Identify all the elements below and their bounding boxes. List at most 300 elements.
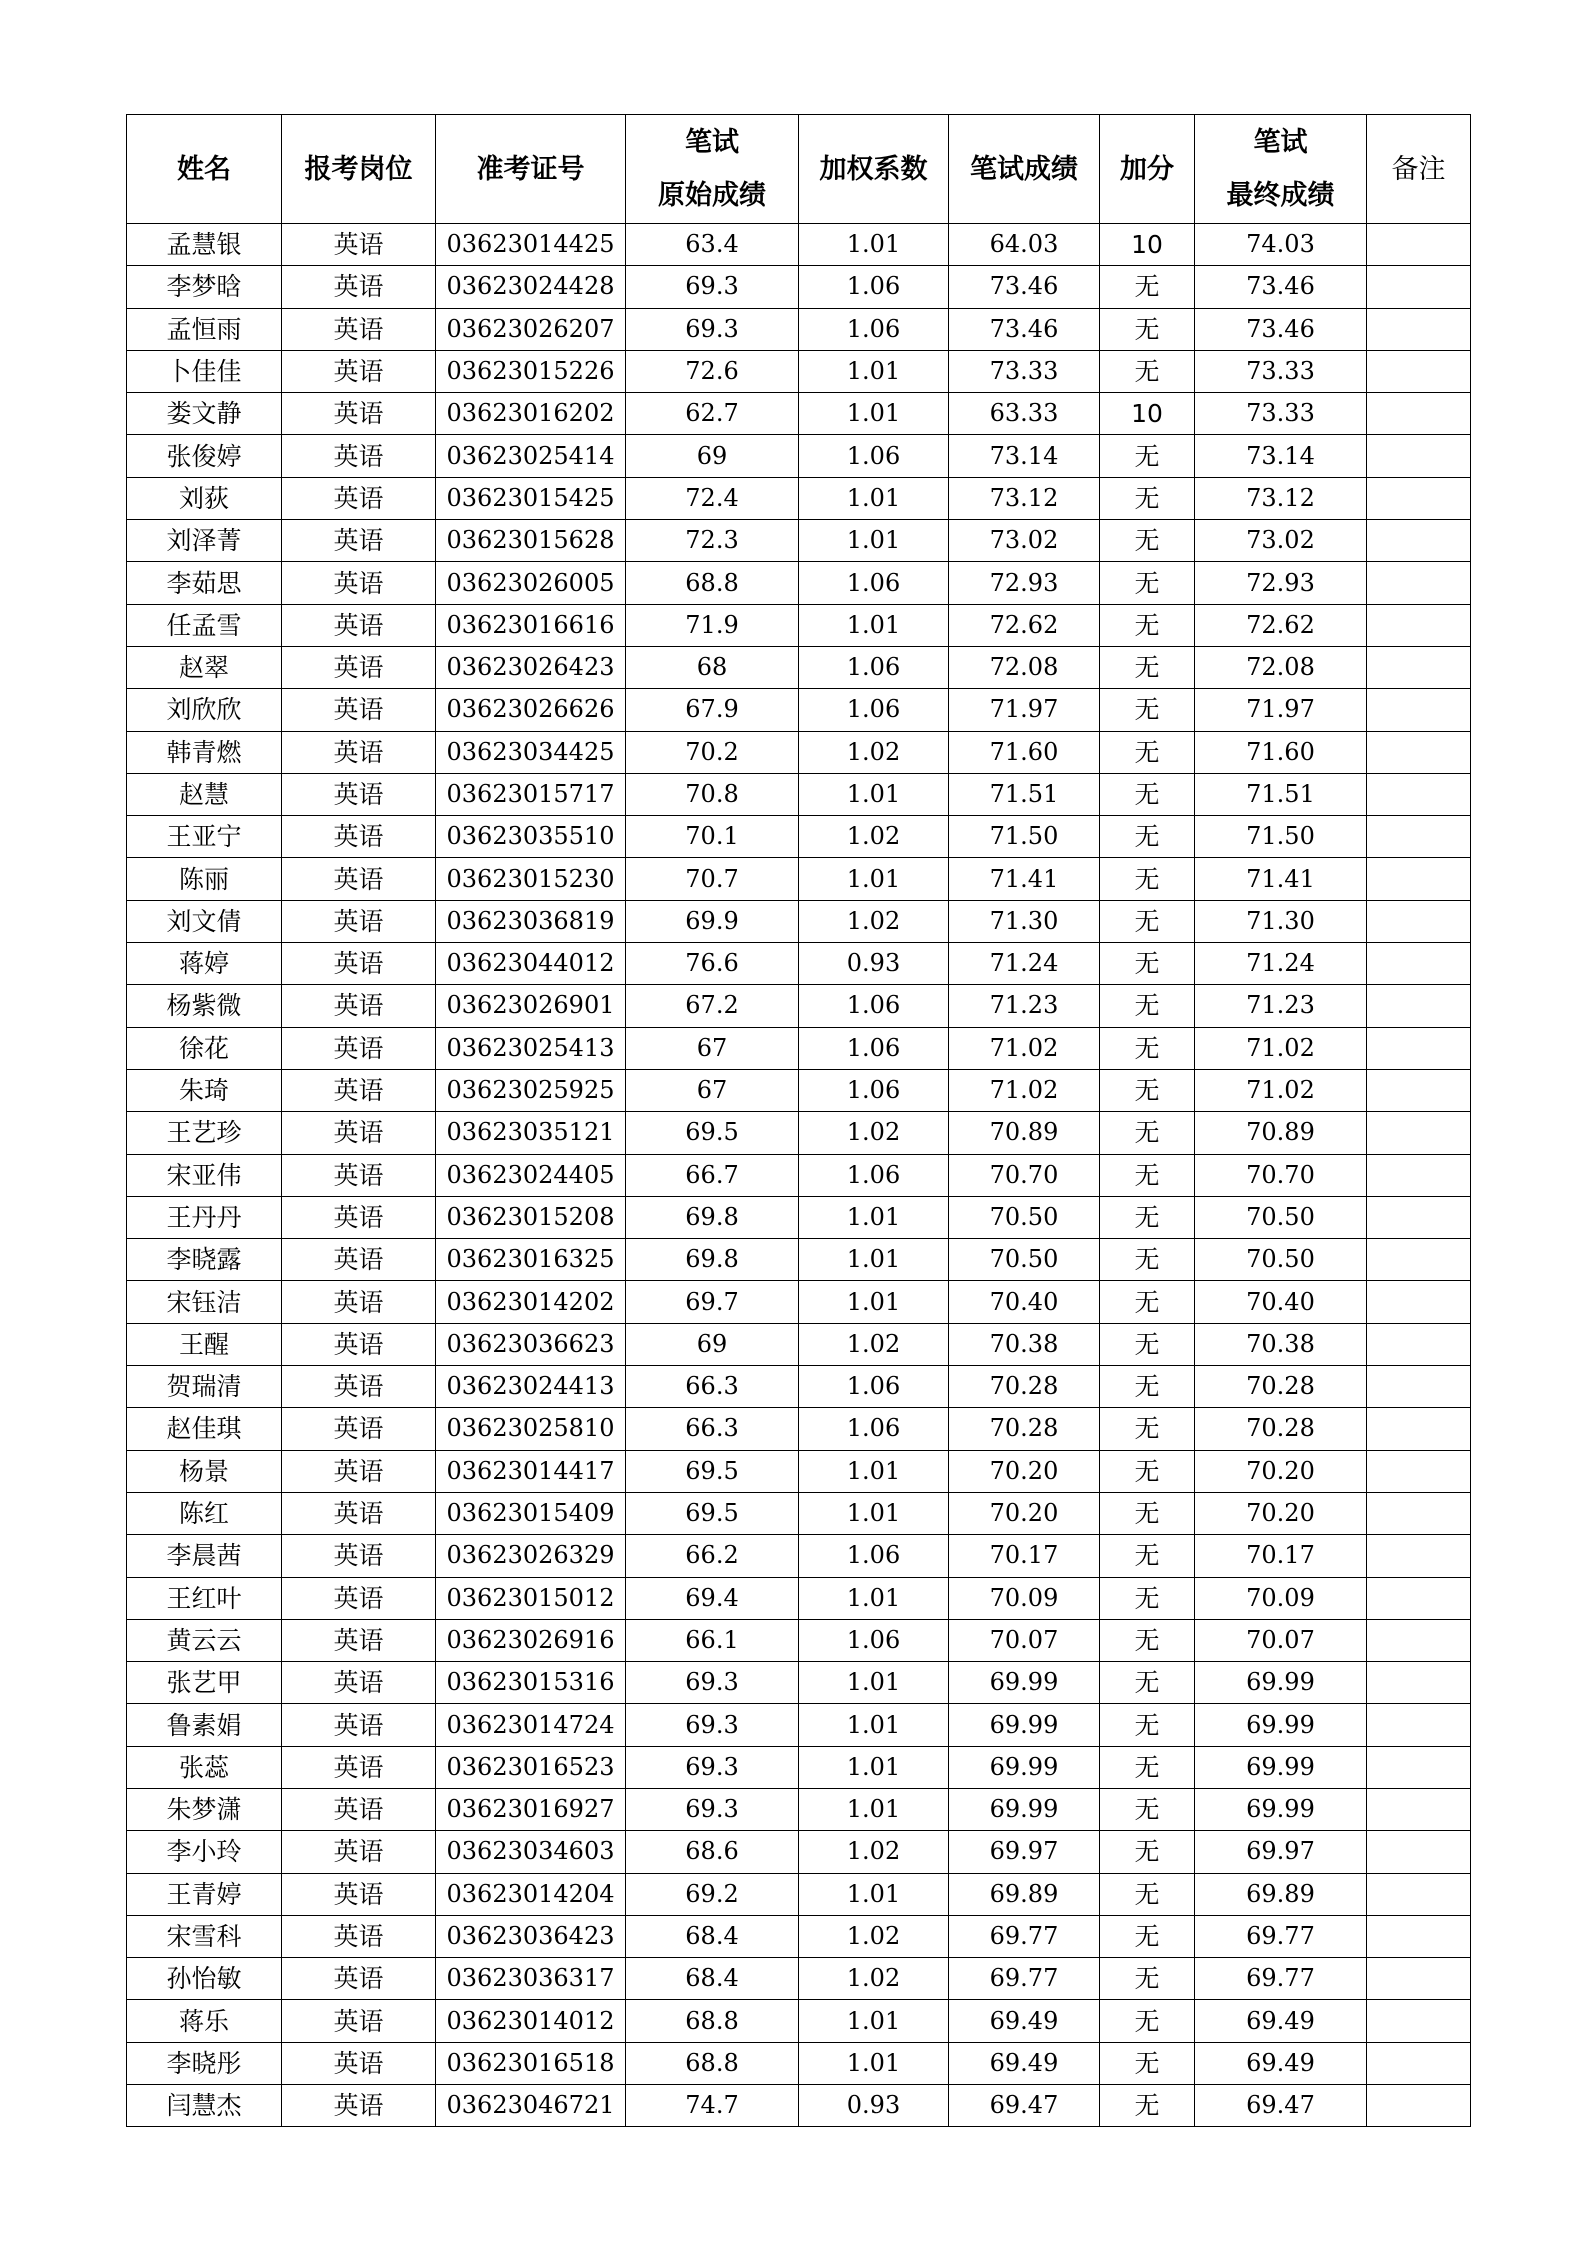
weight-coefficient-cell: 0.93 <box>799 2085 949 2127</box>
raw-score-cell: 69.3 <box>626 1662 799 1704</box>
weight-coefficient-cell: 1.06 <box>799 985 949 1027</box>
bonus-cell: 无 <box>1100 1577 1195 1619</box>
written-score-cell: 71.02 <box>949 1069 1100 1111</box>
exam-number-cell: 03623025414 <box>436 435 626 477</box>
header-name: 姓名 <box>127 115 282 224</box>
weight-coefficient-cell: 1.06 <box>799 562 949 604</box>
written-score-cell: 73.14 <box>949 435 1100 477</box>
weight-coefficient-cell: 1.06 <box>799 689 949 731</box>
header-written-score: 笔试成绩 <box>949 115 1100 224</box>
raw-score-cell: 66.7 <box>626 1154 799 1196</box>
final-score-cell: 72.62 <box>1195 604 1367 646</box>
bonus-cell: 无 <box>1100 1788 1195 1830</box>
weight-coefficient-cell: 1.06 <box>799 435 949 477</box>
header-remark: 备注 <box>1367 115 1471 224</box>
exam-number-cell: 03623016518 <box>436 2042 626 2084</box>
exam-number-cell: 03623035510 <box>436 816 626 858</box>
final-score-cell: 71.30 <box>1195 900 1367 942</box>
bonus-cell: 无 <box>1100 1915 1195 1957</box>
table-row <box>127 1281 1471 1323</box>
bonus-cell: 无 <box>1100 1027 1195 1069</box>
remark-cell <box>1367 1788 1471 1830</box>
post-cell: 英语 <box>282 689 436 731</box>
bonus-cell: 无 <box>1100 1408 1195 1450</box>
header-final-score-line2: 最终成绩 <box>1226 180 1335 211</box>
bonus-cell: 无 <box>1100 520 1195 562</box>
remark-cell <box>1367 1239 1471 1281</box>
post-cell: 英语 <box>282 1619 436 1661</box>
raw-score-cell: 66.1 <box>626 1619 799 1661</box>
final-score-cell: 69.99 <box>1195 1746 1367 1788</box>
name-cell: 刘文倩 <box>127 900 282 942</box>
post-cell: 英语 <box>282 435 436 477</box>
weight-coefficient-cell: 1.02 <box>799 1112 949 1154</box>
header-bonus: 加分 <box>1100 115 1195 224</box>
post-cell: 英语 <box>282 520 436 562</box>
final-score-cell: 73.02 <box>1195 520 1367 562</box>
bonus-cell: 无 <box>1100 1112 1195 1154</box>
table-row <box>127 1746 1471 1788</box>
post-cell: 英语 <box>282 1873 436 1915</box>
table-row <box>127 1535 1471 1577</box>
final-score-cell: 71.23 <box>1195 985 1367 1027</box>
raw-score-cell: 72.4 <box>626 477 799 519</box>
table-row <box>127 224 1471 266</box>
remark-cell <box>1367 1746 1471 1788</box>
raw-score-cell: 68.4 <box>626 1958 799 2000</box>
exam-number-cell: 03623015230 <box>436 858 626 900</box>
post-cell: 英语 <box>282 224 436 266</box>
post-cell: 英语 <box>282 1958 436 2000</box>
exam-number-cell: 03623026901 <box>436 985 626 1027</box>
written-score-cell: 72.93 <box>949 562 1100 604</box>
exam-number-cell: 03623046721 <box>436 2085 626 2127</box>
name-cell: 孟恒雨 <box>127 308 282 350</box>
remark-cell <box>1367 2085 1471 2127</box>
name-cell: 闫慧杰 <box>127 2085 282 2127</box>
written-score-cell: 70.28 <box>949 1408 1100 1450</box>
final-score-cell: 74.03 <box>1195 224 1367 266</box>
weight-coefficient-cell: 1.01 <box>799 1873 949 1915</box>
exam-number-cell: 03623026916 <box>436 1619 626 1661</box>
weight-coefficient-cell: 1.01 <box>799 350 949 392</box>
remark-cell <box>1367 350 1471 392</box>
post-cell: 英语 <box>282 773 436 815</box>
raw-score-cell: 67.2 <box>626 985 799 1027</box>
remark-cell <box>1367 562 1471 604</box>
post-cell: 英语 <box>282 1788 436 1830</box>
weight-coefficient-cell: 1.02 <box>799 1831 949 1873</box>
post-cell: 英语 <box>282 2085 436 2127</box>
raw-score-cell: 69.4 <box>626 1577 799 1619</box>
written-score-cell: 70.50 <box>949 1196 1100 1238</box>
raw-score-cell: 70.1 <box>626 816 799 858</box>
exam-number-cell: 03623015316 <box>436 1662 626 1704</box>
name-cell: 宋亚伟 <box>127 1154 282 1196</box>
final-score-cell: 69.89 <box>1195 1873 1367 1915</box>
weight-coefficient-cell: 1.06 <box>799 1366 949 1408</box>
written-score-cell: 69.99 <box>949 1704 1100 1746</box>
written-score-cell: 69.47 <box>949 2085 1100 2127</box>
post-cell: 英语 <box>282 2042 436 2084</box>
exam-number-cell: 03623026626 <box>436 689 626 731</box>
post-cell: 英语 <box>282 1323 436 1365</box>
name-cell: 刘泽菁 <box>127 520 282 562</box>
post-cell: 英语 <box>282 1577 436 1619</box>
post-cell: 英语 <box>282 731 436 773</box>
bonus-cell: 无 <box>1100 2085 1195 2127</box>
bonus-cell: 10 <box>1100 393 1195 435</box>
table-row <box>127 1619 1471 1661</box>
bonus-cell: 无 <box>1100 689 1195 731</box>
weight-coefficient-cell: 1.06 <box>799 1027 949 1069</box>
final-score-cell: 69.49 <box>1195 2000 1367 2042</box>
written-score-cell: 70.70 <box>949 1154 1100 1196</box>
name-cell: 朱琦 <box>127 1069 282 1111</box>
weight-coefficient-cell: 1.06 <box>799 308 949 350</box>
final-score-cell: 69.77 <box>1195 1958 1367 2000</box>
bonus-cell: 无 <box>1100 1619 1195 1661</box>
name-cell: 孟慧银 <box>127 224 282 266</box>
remark-cell <box>1367 1704 1471 1746</box>
bonus-cell: 无 <box>1100 1450 1195 1492</box>
table-row <box>127 308 1471 350</box>
name-cell: 李梦晗 <box>127 266 282 308</box>
name-cell: 王丹丹 <box>127 1196 282 1238</box>
remark-cell <box>1367 1366 1471 1408</box>
written-score-cell: 71.50 <box>949 816 1100 858</box>
post-cell: 英语 <box>282 1746 436 1788</box>
final-score-cell: 73.14 <box>1195 435 1367 477</box>
final-score-cell: 71.51 <box>1195 773 1367 815</box>
table-row <box>127 1366 1471 1408</box>
weight-coefficient-cell: 1.02 <box>799 731 949 773</box>
name-cell: 徐花 <box>127 1027 282 1069</box>
final-score-cell: 73.33 <box>1195 350 1367 392</box>
bonus-cell: 无 <box>1100 350 1195 392</box>
final-score-cell: 70.28 <box>1195 1366 1367 1408</box>
final-score-cell: 69.49 <box>1195 2042 1367 2084</box>
weight-coefficient-cell: 1.06 <box>799 646 949 688</box>
written-score-cell: 72.08 <box>949 646 1100 688</box>
table-row <box>127 520 1471 562</box>
written-score-cell: 70.07 <box>949 1619 1100 1661</box>
exam-number-cell: 03623044012 <box>436 943 626 985</box>
name-cell: 李晨茜 <box>127 1535 282 1577</box>
raw-score-cell: 68.8 <box>626 562 799 604</box>
table-row <box>127 1873 1471 1915</box>
weight-coefficient-cell: 1.01 <box>799 1788 949 1830</box>
remark-cell <box>1367 731 1471 773</box>
table-row <box>127 1915 1471 1957</box>
exam-number-cell: 03623014204 <box>436 1873 626 1915</box>
weight-coefficient-cell: 1.01 <box>799 477 949 519</box>
exam-number-cell: 03623025925 <box>436 1069 626 1111</box>
post-cell: 英语 <box>282 1366 436 1408</box>
weight-coefficient-cell: 1.02 <box>799 816 949 858</box>
name-cell: 刘欣欣 <box>127 689 282 731</box>
bonus-cell: 无 <box>1100 604 1195 646</box>
written-score-cell: 69.99 <box>949 1788 1100 1830</box>
post-cell: 英语 <box>282 1112 436 1154</box>
table-header <box>127 115 1471 224</box>
exam-number-cell: 03623015425 <box>436 477 626 519</box>
raw-score-cell: 68.4 <box>626 1915 799 1957</box>
table-row <box>127 1450 1471 1492</box>
exam-number-cell: 03623025413 <box>436 1027 626 1069</box>
final-score-cell: 70.89 <box>1195 1112 1367 1154</box>
table-row <box>127 1196 1471 1238</box>
post-cell: 英语 <box>282 1069 436 1111</box>
header-raw-score-line2: 原始成绩 <box>658 180 766 211</box>
header-final-score-line1: 笔试 <box>1253 127 1308 158</box>
final-score-cell: 71.41 <box>1195 858 1367 900</box>
header-raw-score-line1: 笔试 <box>685 127 739 158</box>
post-cell: 英语 <box>282 1915 436 1957</box>
weight-coefficient-cell: 1.02 <box>799 1323 949 1365</box>
table-row <box>127 943 1471 985</box>
raw-score-cell: 69.3 <box>626 266 799 308</box>
name-cell: 李小玲 <box>127 1831 282 1873</box>
post-cell: 英语 <box>282 1704 436 1746</box>
name-cell: 黄云云 <box>127 1619 282 1661</box>
name-cell: 张蕊 <box>127 1746 282 1788</box>
name-cell: 赵慧 <box>127 773 282 815</box>
remark-cell <box>1367 689 1471 731</box>
weight-coefficient-cell: 1.01 <box>799 393 949 435</box>
table-row <box>127 689 1471 731</box>
bonus-cell: 无 <box>1100 1281 1195 1323</box>
final-score-cell: 69.97 <box>1195 1831 1367 1873</box>
final-score-cell: 69.47 <box>1195 2085 1367 2127</box>
name-cell: 卜佳佳 <box>127 350 282 392</box>
name-cell: 李茹思 <box>127 562 282 604</box>
final-score-cell: 70.50 <box>1195 1239 1367 1281</box>
raw-score-cell: 66.3 <box>626 1366 799 1408</box>
bonus-cell: 无 <box>1100 943 1195 985</box>
remark-cell <box>1367 1915 1471 1957</box>
final-score-cell: 71.02 <box>1195 1069 1367 1111</box>
post-cell: 英语 <box>282 985 436 1027</box>
weight-coefficient-cell: 1.01 <box>799 1239 949 1281</box>
header-final-score <box>1195 115 1367 224</box>
weight-coefficient-cell: 1.02 <box>799 900 949 942</box>
remark-cell <box>1367 224 1471 266</box>
raw-score-cell: 76.6 <box>626 943 799 985</box>
bonus-cell: 无 <box>1100 1196 1195 1238</box>
raw-score-cell: 74.7 <box>626 2085 799 2127</box>
table-row <box>127 1492 1471 1534</box>
table-body <box>127 224 1471 2127</box>
exam-number-cell: 03623016523 <box>436 1746 626 1788</box>
name-cell: 张艺甲 <box>127 1662 282 1704</box>
exam-number-cell: 03623026423 <box>436 646 626 688</box>
final-score-cell: 69.99 <box>1195 1662 1367 1704</box>
remark-cell <box>1367 816 1471 858</box>
written-score-cell: 71.60 <box>949 731 1100 773</box>
raw-score-cell: 72.3 <box>626 520 799 562</box>
raw-score-cell: 72.6 <box>626 350 799 392</box>
written-score-cell: 71.24 <box>949 943 1100 985</box>
bonus-cell: 无 <box>1100 1746 1195 1788</box>
written-score-cell: 70.89 <box>949 1112 1100 1154</box>
table-row <box>127 1323 1471 1365</box>
table-row <box>127 858 1471 900</box>
bonus-cell: 无 <box>1100 900 1195 942</box>
raw-score-cell: 70.8 <box>626 773 799 815</box>
raw-score-cell: 71.9 <box>626 604 799 646</box>
name-cell: 杨紫微 <box>127 985 282 1027</box>
written-score-cell: 71.23 <box>949 985 1100 1027</box>
remark-cell <box>1367 308 1471 350</box>
bonus-cell: 无 <box>1100 1535 1195 1577</box>
post-cell: 英语 <box>282 350 436 392</box>
written-score-cell: 69.77 <box>949 1915 1100 1957</box>
header-weight-coefficient: 加权系数 <box>799 115 949 224</box>
bonus-cell: 无 <box>1100 2042 1195 2084</box>
remark-cell <box>1367 1535 1471 1577</box>
name-cell: 贺瑞清 <box>127 1366 282 1408</box>
written-score-cell: 69.49 <box>949 2042 1100 2084</box>
remark-cell <box>1367 1450 1471 1492</box>
weight-coefficient-cell: 1.01 <box>799 1196 949 1238</box>
bonus-cell: 无 <box>1100 773 1195 815</box>
exam-number-cell: 03623014012 <box>436 2000 626 2042</box>
post-cell: 英语 <box>282 858 436 900</box>
written-score-cell: 70.20 <box>949 1450 1100 1492</box>
exam-number-cell: 03623026005 <box>436 562 626 604</box>
post-cell: 英语 <box>282 1450 436 1492</box>
table-row <box>127 1704 1471 1746</box>
written-score-cell: 64.03 <box>949 224 1100 266</box>
written-score-cell: 70.38 <box>949 1323 1100 1365</box>
table-row <box>127 646 1471 688</box>
name-cell: 韩青燃 <box>127 731 282 773</box>
table-row <box>127 1408 1471 1450</box>
weight-coefficient-cell: 1.01 <box>799 1746 949 1788</box>
exam-number-cell: 03623016325 <box>436 1239 626 1281</box>
post-cell: 英语 <box>282 1196 436 1238</box>
weight-coefficient-cell: 1.01 <box>799 2000 949 2042</box>
table-row <box>127 985 1471 1027</box>
raw-score-cell: 69.3 <box>626 308 799 350</box>
written-score-cell: 73.46 <box>949 266 1100 308</box>
written-score-cell: 70.09 <box>949 1577 1100 1619</box>
exam-number-cell: 03623015208 <box>436 1196 626 1238</box>
final-score-cell: 70.20 <box>1195 1492 1367 1534</box>
bonus-cell: 无 <box>1100 858 1195 900</box>
raw-score-cell: 69 <box>626 1323 799 1365</box>
written-score-cell: 70.17 <box>949 1535 1100 1577</box>
raw-score-cell: 67 <box>626 1069 799 1111</box>
remark-cell <box>1367 2000 1471 2042</box>
post-cell: 英语 <box>282 1831 436 1873</box>
written-score-cell: 69.99 <box>949 1746 1100 1788</box>
weight-coefficient-cell: 1.06 <box>799 1069 949 1111</box>
table-row <box>127 604 1471 646</box>
remark-cell <box>1367 943 1471 985</box>
post-cell: 英语 <box>282 604 436 646</box>
remark-cell <box>1367 646 1471 688</box>
raw-score-cell: 69.3 <box>626 1788 799 1830</box>
bonus-cell: 无 <box>1100 562 1195 604</box>
remark-cell <box>1367 1281 1471 1323</box>
final-score-cell: 73.46 <box>1195 308 1367 350</box>
table-row <box>127 731 1471 773</box>
table-row <box>127 477 1471 519</box>
weight-coefficient-cell: 1.01 <box>799 2042 949 2084</box>
remark-cell <box>1367 858 1471 900</box>
written-score-cell: 69.49 <box>949 2000 1100 2042</box>
table-row <box>127 1788 1471 1830</box>
final-score-cell: 73.12 <box>1195 477 1367 519</box>
final-score-cell: 71.02 <box>1195 1027 1367 1069</box>
weight-coefficient-cell: 1.01 <box>799 520 949 562</box>
post-cell: 英语 <box>282 943 436 985</box>
exam-number-cell: 03623034425 <box>436 731 626 773</box>
table-row <box>127 1577 1471 1619</box>
remark-cell <box>1367 1408 1471 1450</box>
table-row <box>127 1154 1471 1196</box>
raw-score-cell: 70.2 <box>626 731 799 773</box>
exam-number-cell: 03623024405 <box>436 1154 626 1196</box>
bonus-cell: 无 <box>1100 266 1195 308</box>
post-cell: 英语 <box>282 900 436 942</box>
exam-number-cell: 03623036423 <box>436 1915 626 1957</box>
exam-number-cell: 03623036623 <box>436 1323 626 1365</box>
raw-score-cell: 66.2 <box>626 1535 799 1577</box>
exam-number-cell: 03623035121 <box>436 1112 626 1154</box>
raw-score-cell: 69.3 <box>626 1704 799 1746</box>
weight-coefficient-cell: 0.93 <box>799 943 949 985</box>
exam-number-cell: 03623014202 <box>436 1281 626 1323</box>
bonus-cell: 无 <box>1100 1239 1195 1281</box>
post-cell: 英语 <box>282 1027 436 1069</box>
written-score-cell: 69.77 <box>949 1958 1100 2000</box>
raw-score-cell: 69.7 <box>626 1281 799 1323</box>
post-cell: 英语 <box>282 1239 436 1281</box>
remark-cell <box>1367 985 1471 1027</box>
written-score-cell: 69.97 <box>949 1831 1100 1873</box>
written-score-cell: 73.02 <box>949 520 1100 562</box>
remark-cell <box>1367 900 1471 942</box>
final-score-cell: 70.07 <box>1195 1619 1367 1661</box>
name-cell: 蒋婷 <box>127 943 282 985</box>
table-row <box>127 2042 1471 2084</box>
name-cell: 赵佳琪 <box>127 1408 282 1450</box>
table-row <box>127 1069 1471 1111</box>
final-score-cell: 71.24 <box>1195 943 1367 985</box>
remark-cell <box>1367 266 1471 308</box>
post-cell: 英语 <box>282 1492 436 1534</box>
written-score-cell: 70.40 <box>949 1281 1100 1323</box>
post-cell: 英语 <box>282 477 436 519</box>
final-score-cell: 69.77 <box>1195 1915 1367 1957</box>
name-cell: 张俊婷 <box>127 435 282 477</box>
raw-score-cell: 66.3 <box>626 1408 799 1450</box>
table-row <box>127 816 1471 858</box>
name-cell: 陈丽 <box>127 858 282 900</box>
bonus-cell: 无 <box>1100 1323 1195 1365</box>
final-score-cell: 71.60 <box>1195 731 1367 773</box>
remark-cell <box>1367 393 1471 435</box>
final-score-cell: 73.33 <box>1195 393 1367 435</box>
exam-number-cell: 03623014417 <box>436 1450 626 1492</box>
remark-cell <box>1367 477 1471 519</box>
exam-number-cell: 03623036819 <box>436 900 626 942</box>
remark-cell <box>1367 1577 1471 1619</box>
weight-coefficient-cell: 1.01 <box>799 604 949 646</box>
